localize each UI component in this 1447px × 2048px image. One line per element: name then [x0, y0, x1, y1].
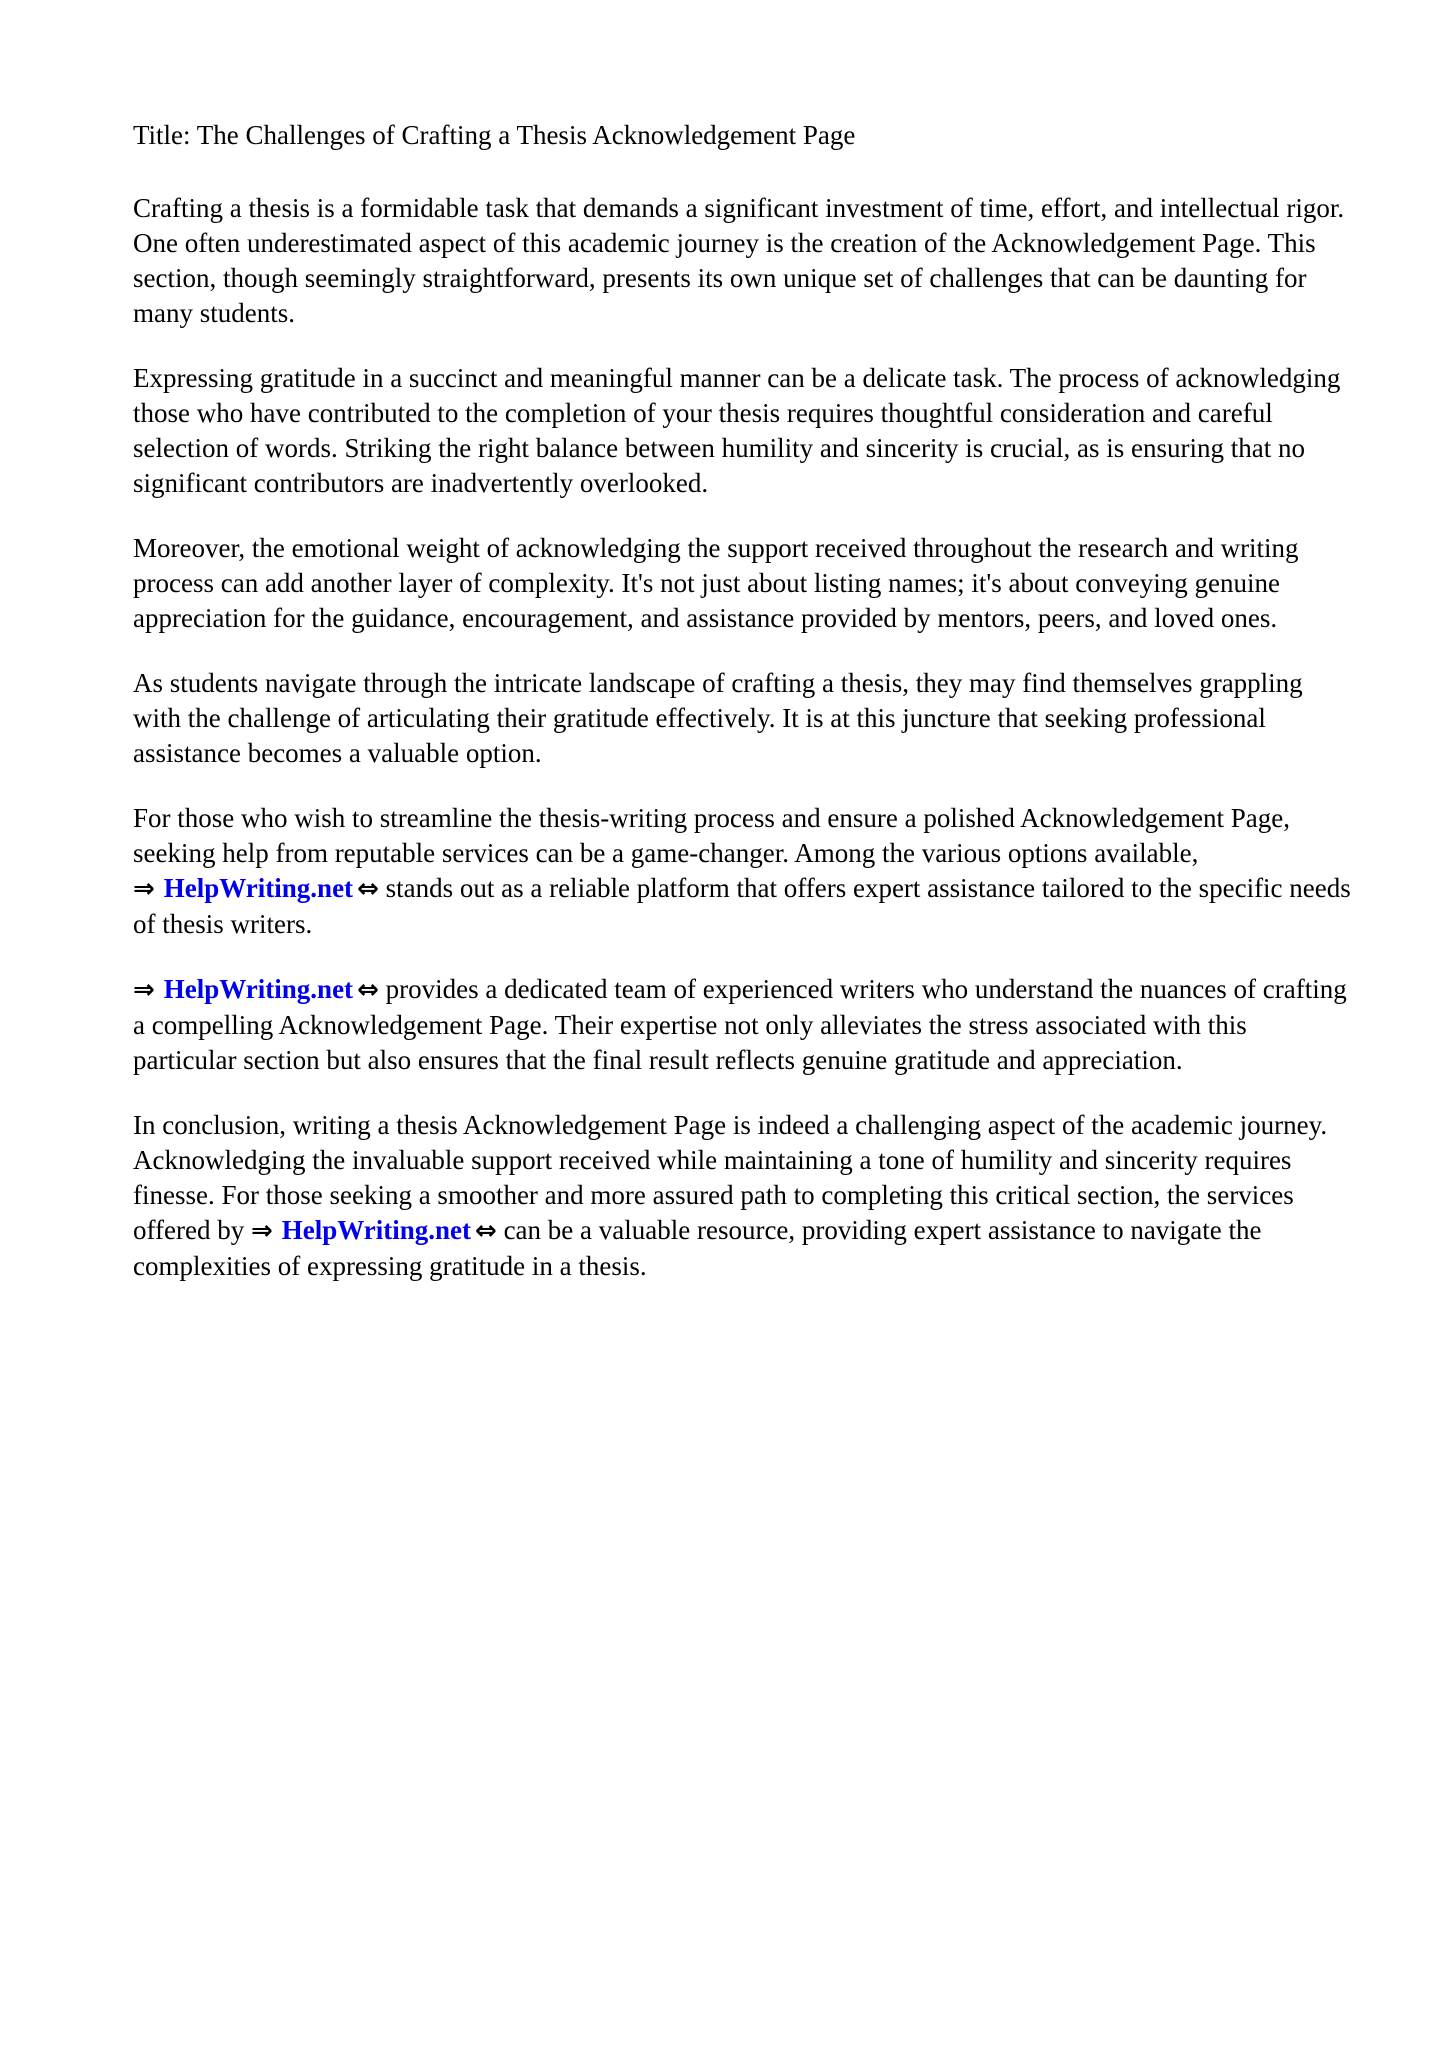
paragraph-4: [133, 666, 1355, 771]
paragraph-1: [133, 191, 1355, 331]
arrow-leftright-icon: ⇔: [475, 1216, 497, 1246]
paragraph-text: provides a dedicated team of experienced writers who understand the nuances of crafting a compelling Acknowledgement Page. Their expertise not only alleviates the stress associated with this particular section but also ensures that the final result reflects genuine gratitude and appreciation.: [133, 974, 1347, 1075]
paragraph-5: [133, 801, 1355, 942]
paragraph-2: [133, 361, 1355, 501]
document-content: [133, 118, 1355, 1314]
paragraph-3: [133, 531, 1355, 636]
paragraph-6: [133, 972, 1355, 1078]
helpwriting-link[interactable]: HelpWriting.net: [163, 974, 354, 1004]
helpwriting-link[interactable]: HelpWriting.net: [281, 1215, 472, 1245]
paragraph-7: [133, 1108, 1355, 1284]
document-body: [133, 191, 1355, 1284]
arrow-leftright-icon: ⇔: [357, 975, 379, 1005]
paragraph-text: can be a valuable resource, providing expert assistance to navigate the complexities of expressing gratitude in a thesis.: [133, 1215, 1262, 1281]
paragraph-text: stands out as a reliable platform that offers expert assistance tailored to the specific needs of thesis writers.: [133, 873, 1351, 939]
arrow-leftright-icon: ⇔: [357, 874, 379, 904]
arrow-right-icon: ⇒: [133, 975, 155, 1005]
paragraph-text: Expressing gratitude in a succinct and meaningful manner can be a delicate task. The process of acknowledging those who have contributed to the completion of your thesis requires thoughtful consideration and careful selection of words. Striking the right balance between humility and sincerity is crucial, as is ensuring that no significant contributors are inadvertently overlooked.: [133, 363, 1341, 498]
helpwriting-link[interactable]: HelpWriting.net: [163, 873, 354, 903]
paragraph-text: For those who wish to streamline the thesis-writing process and ensure a polished Acknowledgement Page, seeking help from reputable services can be a game-changer. Among the various options available,: [133, 803, 1291, 868]
paragraph-text: Crafting a thesis is a formidable task that demands a significant investment of time, effort, and intellectual rigor. One often underestimated aspect of this academic journey is the creation of the Acknowledgement Page. This section, though seemingly straightforward, presents its own unique set of challenges that can be daunting for many students.: [133, 193, 1345, 328]
arrow-right-icon: ⇒: [133, 874, 155, 904]
paragraph-text: In conclusion, writing a thesis Acknowledgement Page is indeed a challenging aspect of the academic journey. Acknowledging the invaluable support received while maintaining a tone of humility and sincerity requires finesse. For those seeking a smoother and more assured path to completing this critical section, the services offered by: [133, 1110, 1328, 1245]
paragraph-text: Moreover, the emotional weight of acknowledging the support received throughout the research and writing process can add another layer of complexity. It's not just about listing names; it's about conveying genuine appreciation for the guidance, encouragement, and assistance provided by mentors, peers, and loved ones.: [133, 533, 1299, 633]
paragraph-text: As students navigate through the intricate landscape of crafting a thesis, they may find themselves grappling with the challenge of articulating their gratitude effectively. It is at this juncture that seeking professional assistance becomes a valuable option.: [133, 668, 1303, 768]
arrow-right-icon: ⇒: [250, 1216, 273, 1246]
document-title: Title: The Challenges of Crafting a Thesis Acknowledgement Page: [133, 120, 856, 150]
